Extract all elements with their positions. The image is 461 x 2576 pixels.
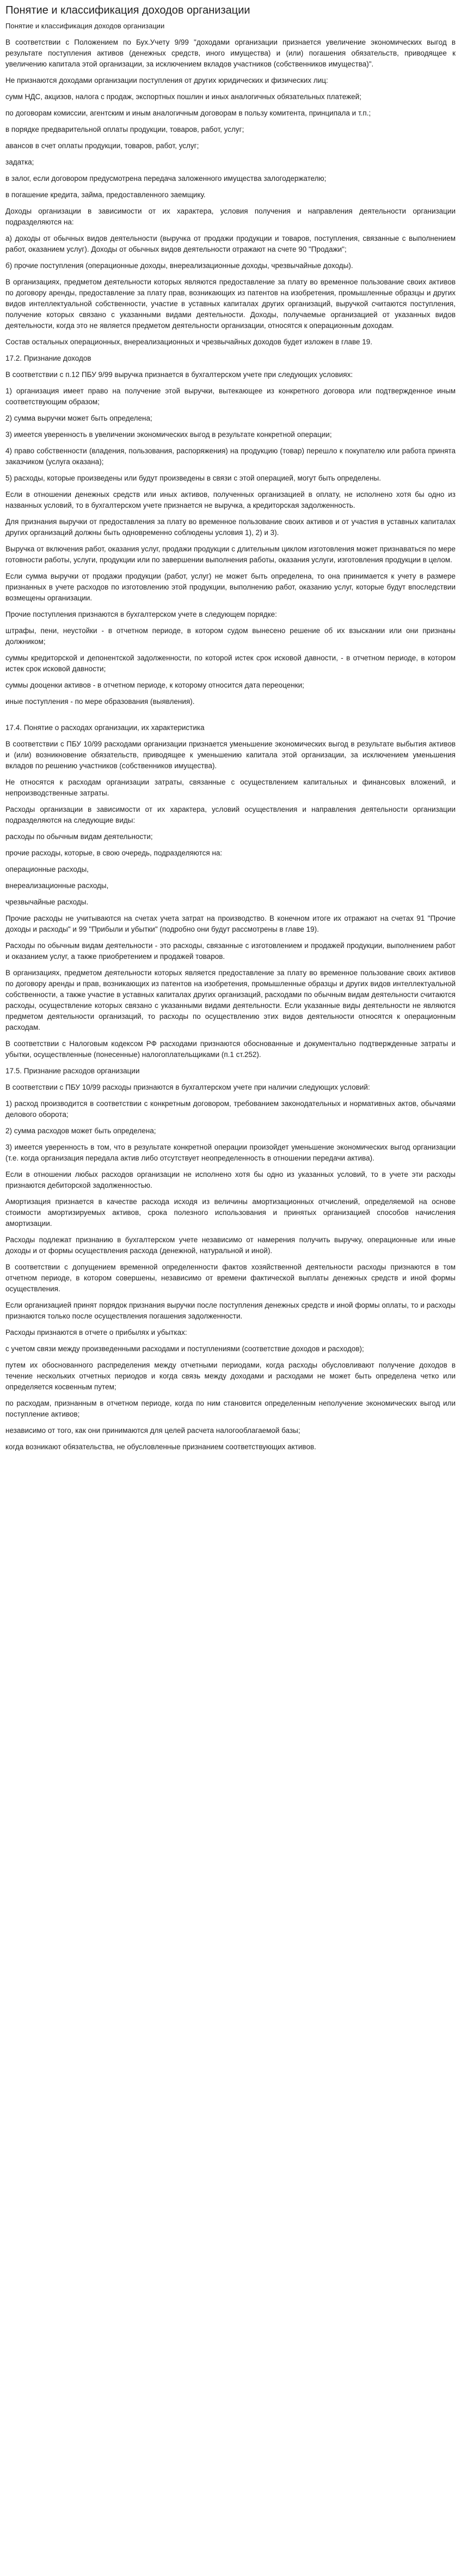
paragraph: Доходы организации в зависимости от их характера, условия получения и направления деятельности организации подразделяются на: xyxy=(5,207,456,226)
list-item: суммы кредиторской и депонентской задолженности, по которой истек срок исковой давности, - в отчетном периоде, в котором истек срок исковой давности; xyxy=(5,654,456,673)
paragraph: В соответствии с Налоговым кодексом РФ расходами признаются обоснованные и документально подтвержденные затраты и убытки, осуществленные (понесенные) налогоплательщиками (п.1 ст.252). xyxy=(5,1040,456,1059)
list-item: по расходам, признанным в отчетном периоде, когда по ним становится определенным неполучение экономических выгод или поступление активов; xyxy=(5,1399,456,1418)
list-item: иные поступления - по мере образования (выявления). xyxy=(5,697,195,706)
list-item: 3) имеется уверенность в увеличении экономических выгод в результате конкретной операции; xyxy=(5,430,332,439)
paragraph: Расходы подлежат признанию в бухгалтерском учете независимо от намерения получить выручку, операционные или иные доходы и от формы осуществления расхода (денежной, натуральной и иной). xyxy=(5,1236,456,1255)
list-item: 4) право собственности (владения, пользования, распоряжения) на продукцию (товар) перешло к покупателю или работа принята заказчиком (услуга оказана); xyxy=(5,447,456,466)
list-item: путем их обоснованного распределения между отчетными периодами, когда расходы обусловливают получение доходов в течение нескольких отчетных периодов и когда связь между доходами и расходами не может быть определена четко или определяется косвенным путем; xyxy=(5,1361,456,1391)
paragraph: Выручка от включения работ, оказания услуг, продажи продукции с длительным циклом изготовления может признаваться по мере готовности работы, услуги, продукции или по завершении выполнения работы, оказания услуги, изготовления продукции в целом. xyxy=(5,545,456,564)
list-item: сумм НДС, акцизов, налога с продаж, экспортных пошлин и иных аналогичных обязательных платежей; xyxy=(5,93,361,101)
list-item: операционные расходы, xyxy=(5,865,89,873)
list-item: 3) имеется уверенность в том, что в результате конкретной операции произойдет уменьшение экономических выгод организации (т.е. когда организация передала актив либо отсутствует неопределенность в отношении передачи актива). xyxy=(5,1143,456,1162)
page-subtitle: Понятие и классификация доходов организации xyxy=(5,22,165,30)
list-item: задатка; xyxy=(5,158,34,166)
paragraph: В соответствии с п.12 ПБУ 9/99 выручка признается в бухгалтерском учете при следующих условиях: xyxy=(5,370,353,379)
paragraph: Не относятся к расходам организации затраты, связанные с осуществлением капитальных и финансовых вложений, и непроизводственные затраты. xyxy=(5,778,456,797)
list-item: в погашение кредита, займа, предоставленного заемщику. xyxy=(5,191,206,199)
list-item: штрафы, пени, неустойки - в отчетном периоде, в котором судом вынесено решение об их взыскании или они признаны должником; xyxy=(5,627,456,646)
paragraph: Расходы по обычным видам деятельности - это расходы, связанные с изготовлением и продажей продукции, выполнением работ и оказанием услуг, а также приобретением и продажей товаров. xyxy=(5,941,456,961)
list-item: б) прочие поступления (операционные доходы, внереализационные доходы, чрезвычайные доходы). xyxy=(5,262,353,270)
paragraph: Расходы организации в зависимости от их характера, условий осуществления и направления деятельности организации подразделяются на следующие виды: xyxy=(5,805,456,824)
paragraph: Для признания выручки от предоставления за плату во временное пользование своих активов и от участия в уставных капиталах других организаций должны быть одновременно соблюдены условия 1), 2) и 3). xyxy=(5,518,456,537)
list-item: 1) расход производится в соответствии с конкретным договором, требованием законодательных и нормативных актов, обычаями делового оборота; xyxy=(5,1099,456,1119)
list-item: в залог, если договором предусмотрена передача заложенного имущества залогодержателю; xyxy=(5,174,327,183)
paragraph: В соответствии с ПБУ 10/99 расходами организации признается уменьшение экономических выгод в результате выбытия активов и (или) возникновение обязательств, приводящее к уменьшению капитала этой организации, за исключением уменьшения вкладов по решению участников (собственников имущества). xyxy=(5,740,456,770)
paragraph: В соответствии с Положением по Бух.Учету 9/99 "доходами организации признается увеличение экономических выгод в результате поступления активов (денежных средств, иного имущества) и (или) погашения обязательств, приводящее к увеличению капитала этой организации, за исключением вкладов участников (собственников имущества)". xyxy=(5,38,456,68)
section-heading: 17.5. Признание расходов организации xyxy=(5,1067,140,1075)
paragraph: Прочие поступления признаются в бухгалтерском учете в следующем порядке: xyxy=(5,610,277,618)
document-body xyxy=(5,37,456,1453)
list-item: 2) сумма расходов может быть определена; xyxy=(5,1127,156,1135)
list-item: суммы дооценки активов - в отчетном периоде, к которому относится дата переоценки; xyxy=(5,681,304,689)
page-title: Понятие и классификация доходов организации xyxy=(5,4,250,16)
list-item: авансов в счет оплаты продукции, товаров, работ, услуг; xyxy=(5,142,199,150)
paragraph: Если организацией принят порядок признания выручки после поступления денежных средств и иной формы оплаты, то и расходы признаются только после осуществления погашения задолженности. xyxy=(5,1301,456,1320)
list-item: в порядке предварительной оплаты продукции, товаров, работ, услуг; xyxy=(5,125,244,133)
list-item: 5) расходы, которые произведены или будут произведены в связи с этой операцией, могут быть определены. xyxy=(5,474,382,482)
list-item: 2) сумма выручки может быть определена; xyxy=(5,414,152,422)
paragraph: Расходы признаются в отчете о прибылях и убытках: xyxy=(5,1328,187,1336)
paragraph: В организациях, предметом деятельности которых является предоставление за плату во временное пользование своих активов по договору аренды и прав, возникающих из патентов на изобретения, промышленные образцы и других видов интеллектуальной собственности, а также участие в уставных капиталах других организаций, расходами по обычным видам деятельности считаются расходы, осуществление которых связано с указанными видами деятельности. Если указанные виды деятельности не являются предметом деятельности организаций, то расходы по осуществлению этих видов деятельности относятся к операционным расходам. xyxy=(5,969,456,1031)
list-item: прочие расходы, которые, в свою очередь, подразделяются на: xyxy=(5,849,223,857)
section-heading: 17.2. Признание доходов xyxy=(5,354,91,362)
paragraph: Амортизация признается в качестве расхода исходя из величины амортизационных отчислений, определяемой на основе стоимости амортизируемых активов, срока полезного использования и принятых организацией способов начисления амортизации. xyxy=(5,1198,456,1228)
list-item: когда возникают обязательства, не обусловленные признанием соответствующих активов. xyxy=(5,1443,316,1451)
list-item: с учетом связи между произведенными расходами и поступлениями (соответствие доходов и расходов); xyxy=(5,1345,364,1353)
section-heading: 17.4. Понятие о расходах организации, их характеристика xyxy=(5,724,205,732)
list-item: внереализационные расходы, xyxy=(5,882,109,890)
paragraph: Не признаются доходами организации поступления от других юридических и физических лиц: xyxy=(5,76,328,84)
list-item: расходы по обычным видам деятельности; xyxy=(5,833,153,841)
paragraph: Прочие расходы не учитываются на счетах учета затрат на производство. В конечном итоге их отражают на счетах 91 "Прочие доходы и расходы" и 99 "Прибыли и убытки" (подробно они будут рассмотрены в главе 19). xyxy=(5,914,456,933)
list-item: чрезвычайные расходы. xyxy=(5,898,89,906)
paragraph: Если сумма выручки от продажи продукции (работ, услуг) не может быть определена, то она принимается к учету в размере признанных в учете расходов по изготовлению этой продукции, выполнению работ, оказанию услуг, которые будут впоследствии возмещены организации. xyxy=(5,572,456,602)
paragraph: Состав остальных операционных, внереализационных и чрезвычайных доходов будет изложен в главе 19. xyxy=(5,338,372,346)
paragraph: Если в отношении денежных средств или иных активов, полученных организацией в оплату, не исполнено хотя бы одно из названных условий, то в бухгалтерском учете признается не выручка, а кредиторская задолженность. xyxy=(5,490,456,509)
paragraph: Если в отношении любых расходов организации не исполнено хотя бы одно из указанных условий, то в учете эти расходы признаются дебиторской задолженностью. xyxy=(5,1170,456,1189)
list-item: по договорам комиссии, агентским и иным аналогичным договорам в пользу комитента, принципала и т.п.; xyxy=(5,109,371,117)
list-item: 1) организация имеет право на получение этой выручки, вытекающее из конкретного договора или подтвержденное иным соответствующим образом; xyxy=(5,387,456,406)
section-spacer xyxy=(5,713,456,722)
list-item: независимо от того, как они принимаются для целей расчета налогооблагаемой базы; xyxy=(5,1426,300,1435)
paragraph: В соответствии с ПБУ 10/99 расходы признаются в бухгалтерском учете при наличии следующих условий: xyxy=(5,1083,370,1091)
paragraph: В соответствии с допущением временной определенности фактов хозяйственной деятельности расходы признаются в том отчетном периоде, в котором совершены, независимо от времени фактической выплаты денежных средств и иной формы осуществления. xyxy=(5,1263,456,1293)
list-item: а) доходы от обычных видов деятельности (выручка от продажи продукции и товаров, поступления, связанные с выполнением работ, оказанием услуг). Доходы от обычных видов деятельности отражают на счете 90 "Продажи"; xyxy=(5,234,456,253)
paragraph: В организациях, предметом деятельности которых являются предоставление за плату во временное пользование своих активов по договору аренды, предоставление за плату прав, возникающих из патентов на изобретения, промышленные образцы и других видов интеллектуальной собственности, участие в уставных капиталах других организаций, выручкой считаются поступления, получение которых связано с указанными видами деятельности. Доходы, получаемые организацией от указанных видов деятельности, когда это не является предметом деятельности организации, относятся к операционным доходам. xyxy=(5,278,456,330)
